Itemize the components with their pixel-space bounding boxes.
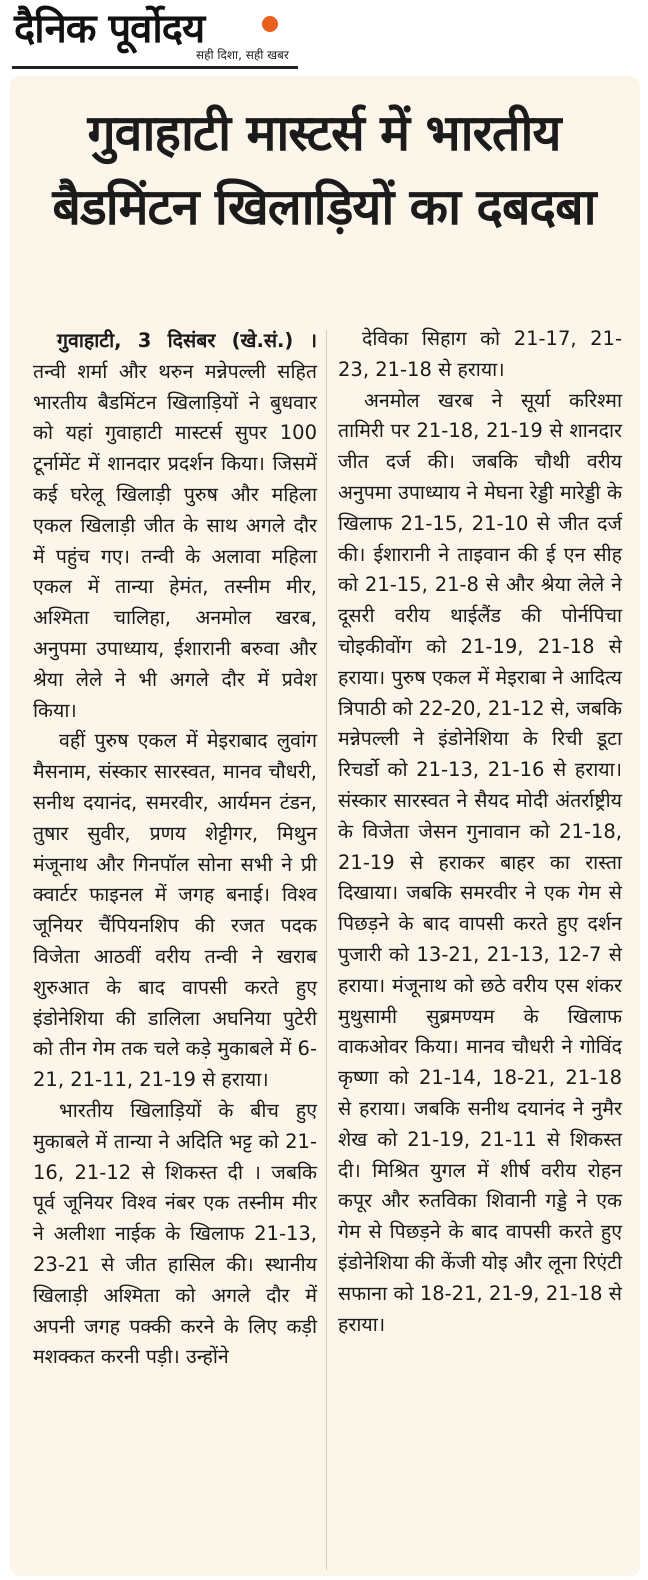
article-column-right bbox=[338, 324, 622, 1340]
article-paragraph: भारतीय खिलाड़ियों के बीच हुए मुकाबले में तान्या ने अदिति भट्ट को 21-16, 21-12 से शिकस्त दी । जबकि पूर्व जूनियर विश्व नंबर एक तस्नीम मीर ने अलीशा नाईक के खिलाफ 21-13, 23-21 से जीत हासिल की। स्थानीय खिलाड़ी अश्मिता को अगले दौर में अपनी जगह पक्की करने के लिए कड़ी मशक्कत करनी पड़ी। उन्होंने bbox=[33, 1098, 317, 1369]
column-divider bbox=[326, 330, 327, 1570]
dateline: गुवाहाटी, 3 दिसंबर (खे.सं.) । bbox=[57, 329, 317, 352]
logo-dot-icon bbox=[262, 16, 278, 32]
masthead bbox=[0, 0, 648, 76]
newspaper-tagline: सही दिशा, सही खबर bbox=[196, 48, 289, 62]
article-headline bbox=[22, 96, 626, 244]
headline-line-1: गुवाहाटी मास्टर्स में भारतीय bbox=[87, 104, 561, 162]
paragraph-text: तन्वी शर्मा और थरुन मन्नेपल्ली सहित भारतीय बैडमिंटन खिलाड़ियों ने बुधवार को यहां गुवाहाटी मास्टर्स सुपर 100 टूर्नामेंट में शानदार प्रदर्शन किया। जिसमें कई घरेलू खिलाड़ी पुरुष और महिला एकल खिलाड़ी जीत के साथ अगले दौर में पहुंच गए। तन्वी के अलावा महिला एकल में तान्या हेमंत, तस्नीम मीर, अश्मिता चालिहा, अनमोल खरब, अनुपमा उपाध्याय, ईशारानी बरुवा और श्रेया लेले ने भी अगले दौर में प्रवेश किया। bbox=[33, 359, 317, 722]
article-paragraph: अनमोल खरब ने सूर्या करिश्मा तामिरी पर 21-18, 21-19 से शानदार जीत दर्ज की। जबकि चौथी वरीय अनुपमा उपाध्याय ने मेघना रेड्डी मारेड्डी के खिलाफ 21-15, 21-10 से जीत दर्ज की। ईशारानी ने ताइवान की ई एन सीह को 21-15, 21-8 से और श्रेया लेले ने दूसरी वरीय थाईलैंड की पोर्नपिचा चोइकीवोंग को 21-19, 21-18 से हराया। पुरुष एकल में मेइराबा ने आदित्य त्रिपाठी को 22-20, 21-12 से, जबकि मन्नेपल्ली ने इंडोनेशिया के रिची डूटा रिचर्डो को 21-13, 21-16 से हराया। संस्कार सारस्वत ने सैयद मोदी अंतर्राष्ट्रीय के विजेता जेसन गुनावान को 21-18, 21-19 से हराकर बाहर का रास्ता दिखाया। जबकि समरवीर ने एक गेम से पिछड़ने के बाद वापसी करते हुए दर्शन पुजारी को 13-21, 21-13, 12-7 से हराया। मंजूनाथ को छठे वरीय एस शंकर मुथुसामी सुब्रमण्यम के खिलाफ वाकओवर किया। मानव चौधरी ने गोविंद कृष्णा को 21-14, 18-21, 21-18 से हराया। जबकि सनीथ दयानंद ने नुमैर शेख को 21-19, 21-11 से शिकस्त दी। मिश्रित युगल में शीर्ष वरीय रोहन कपूर और रुतविका शिवानी गड्डे ने एक गेम से पिछड़ने के बाद वापसी करते हुए इंडोनेशिया की केंजी योइ और लूना रिएंटी सफाना को 18-21, 21-9, 21-18 से हराया। bbox=[338, 388, 622, 1336]
article-paragraph: वहीं पुरुष एकल में मेइराबाद लुवांग मैसनाम, संस्कार सारस्वत, मानव चौधरी, सनीथ दयानंद, समरवीर, आर्यमन टंडन, तुषार सुवीर, प्रणय शेट्टीगर, मिथुन मंजूनाथ और गिनपॉल सोना सभी ने प्री क्वार्टर फाइनल में जगह बनाई। विश्व जूनियर चैंपियनशिप की रजत पदक विजेता आठवीं वरीय तन्वी ने खराब शुरुआत के बाद वापसी करते हुए इंडोनेशिया की डालिला अघनिया पुटेरी को तीन गेम तक चले कड़े मुकाबले में 6-21, 21-11, 21-19 से हराया। bbox=[33, 729, 317, 1092]
article-paragraph bbox=[33, 326, 317, 726]
article-paragraph: देविका सिहाग को 21-17, 21-23, 21-18 से हराया। bbox=[338, 327, 622, 381]
article-column-left bbox=[33, 326, 317, 1373]
masthead-rule bbox=[12, 66, 298, 69]
newspaper-logo: दैनिक पूर्वोदय bbox=[14, 6, 205, 52]
headline-line-2: बैडमिंटन खिलाड़ियों का दबदबा bbox=[52, 178, 596, 236]
